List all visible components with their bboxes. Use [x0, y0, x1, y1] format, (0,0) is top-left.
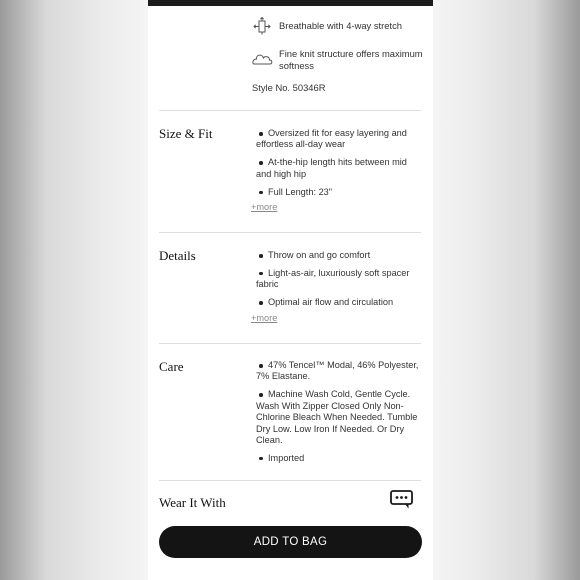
feature-softness: [250, 48, 429, 71]
size-fit-more-link[interactable]: +more: [251, 202, 278, 212]
section-title-care: Care: [159, 359, 184, 374]
list-item: Throw on and go comfort: [256, 250, 422, 261]
care-list: [256, 360, 422, 471]
section-title-details: Details: [159, 248, 196, 263]
feature-stretch: [250, 17, 429, 35]
list-item: Machine Wash Cold, Gentle Cycle. Wash With Zipper Closed Only Non-Chlorine Bleach When Needed. Tumble Dry Low. Low Iron If Needed. Or Dry Clean.: [256, 389, 422, 446]
details-more-link[interactable]: +more: [251, 313, 278, 323]
style-number: Style No. 50346R: [252, 82, 326, 93]
list-item: Oversized fit for easy layering and effortless all-day wear: [256, 128, 422, 151]
section-title-wear-it-with: Wear It With: [159, 495, 226, 510]
top-edge-bar: [148, 0, 433, 6]
chat-button[interactable]: [389, 489, 415, 511]
divider: [159, 110, 421, 111]
list-item: 47% Tencel™ Modal, 46% Polyester, 7% Elastane.: [256, 360, 422, 383]
stretch-arrows-icon: [250, 17, 274, 35]
list-item: At-the-hip length hits between mid and high hip: [256, 157, 422, 180]
list-item: Full Length: 23": [256, 187, 422, 198]
chat-bubble-icon: [389, 489, 415, 511]
add-to-bag-button[interactable]: ADD TO BAG: [159, 526, 422, 558]
list-item: Optimal air flow and circulation: [256, 297, 422, 308]
divider: [159, 343, 421, 344]
list-item: Imported: [256, 453, 422, 464]
section-title-size-fit: Size & Fit: [159, 126, 213, 141]
divider: [159, 480, 421, 481]
size-fit-list: [256, 128, 422, 205]
divider: [159, 232, 421, 233]
product-details-panel: [148, 0, 433, 580]
cloud-icon: [250, 52, 274, 66]
feature-text: Breathable with 4-way stretch: [279, 20, 402, 31]
details-list: [256, 250, 422, 315]
feature-text: Fine knit structure offers maximum softness: [279, 48, 423, 71]
list-item: Light-as-air, luxuriously soft spacer fabric: [256, 268, 422, 291]
